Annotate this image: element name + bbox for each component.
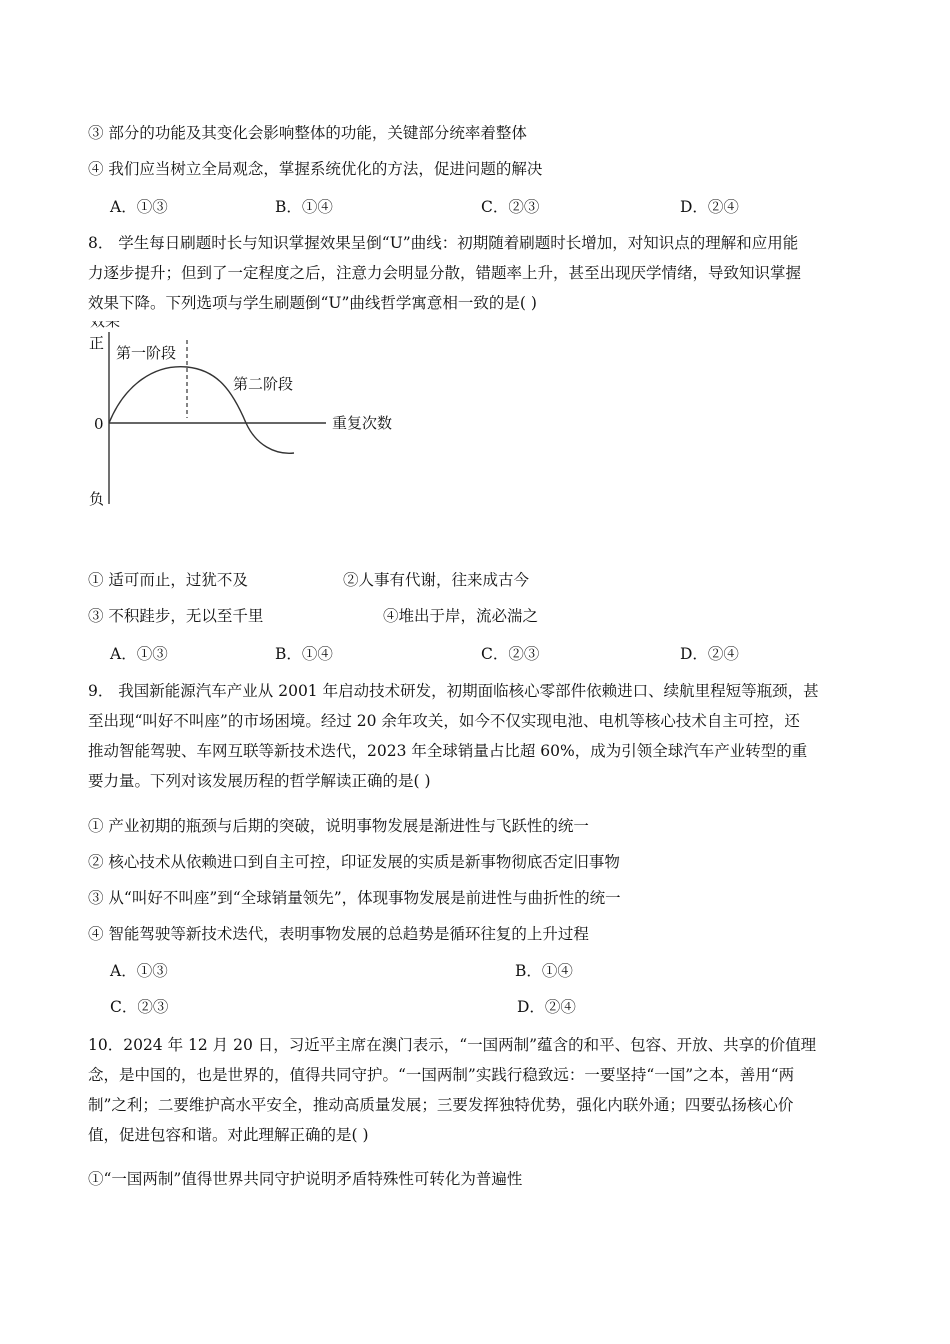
prev-option-c: C．②③ <box>481 198 540 216</box>
q9-item-2: ② 核心技术从依赖进口到自主可控，印证发展的实质是新事物彻底否定旧事物 <box>88 853 620 871</box>
q8-item-1: ① 适可而止，过犹不及 <box>88 571 248 589</box>
prev-item-3: ③ 部分的功能及其变化会影响整体的功能，关键部分统率着整体 <box>88 124 527 142</box>
y-axis-negative-label: 负 <box>89 490 105 508</box>
q8-item-2: ②人事有代谢，往来成古今 <box>343 571 530 589</box>
q8-figure <box>80 312 420 522</box>
q10-stem-line: 值，促进包容和谐。对此理解正确的是( ) <box>88 1126 369 1144</box>
q8-item-4: ④堆出于岸，流必湍之 <box>383 607 539 625</box>
q9-stem-line: 至出现“叫好不叫座”的市场困境。经过 20 余年攻关，如今不仅实现电池、电机等核心技术自主可控，还 <box>88 712 800 730</box>
prev-option-a: A．①③ <box>110 198 168 216</box>
q8-item-3: ③ 不积跬步，无以至千里 <box>88 607 264 625</box>
q8-stem-line: 效果下降。下列选项与学生刷题倒“U”曲线哲学寓意相一致的是( ) <box>88 294 537 312</box>
q10-item-1: ①“一国两制”值得世界共同守护说明矛盾特殊性可转化为普遍性 <box>88 1170 523 1188</box>
q9-option-a: A．①③ <box>110 962 168 980</box>
q9-item-1: ① 产业初期的瓶颈与后期的突破，说明事物发展是渐进性与飞跃性的统一 <box>88 817 589 835</box>
origin-label: 0 <box>94 415 104 433</box>
q9-item-3: ③ 从“叫好不叫座”到“全球销量领先”，体现事物发展是前进性与曲折性的统一 <box>88 889 621 907</box>
q9-item-4: ④ 智能驾驶等新技术迭代，表明事物发展的总趋势是循环往复的上升过程 <box>88 925 589 943</box>
prev-item-4: ④ 我们应当树立全局观念，掌握系统优化的方法，促进问题的解决 <box>88 160 543 178</box>
q9-option-c: C．②③ <box>110 998 169 1016</box>
prev-option-d: D．②④ <box>680 198 739 216</box>
q8-option-b: B．①④ <box>275 645 333 663</box>
q9-option-d: D．②④ <box>517 998 576 1016</box>
q9-stem-line: 要力量。下列对该发展历程的哲学解读正确的是( ) <box>88 772 431 790</box>
q10-stem-line: 10．2024 年 12 月 20 日，习近平主席在澳门表示，“一国两制”蕴含的和平、包容、开放、共享的价值理 <box>88 1036 817 1054</box>
prev-option-b: B．①④ <box>275 198 333 216</box>
x-axis-label: 重复次数 <box>332 414 393 432</box>
q8-stem-line: 力逐步提升；但到了一定程度之后，注意力会明显分散，错题率上升，甚至出现厌学情绪，导致知识掌握 <box>88 264 802 282</box>
q10-stem-line: 制”之利；二要维护高水平安全，推动高质量发展；三要发挥独特优势，强化内联外通；四要弘扬核心价 <box>88 1096 794 1114</box>
q10-stem <box>88 1030 866 1150</box>
q9-stem <box>88 676 866 796</box>
stage2-label: 第二阶段 <box>233 375 294 393</box>
q9-option-b: B．①④ <box>515 962 573 980</box>
stage1-label: 第一阶段 <box>116 344 177 362</box>
q8-option-c: C．②③ <box>481 645 540 663</box>
q8-stem <box>88 228 866 318</box>
q9-stem-line: 推动智能驾驶、车网互联等新技术迭代，2023 年全球销量占比超 60%，成为引领全球汽车产业转型的重 <box>88 742 808 760</box>
q10-stem-line: 念，是中国的，也是世界的，值得共同守护。“一国两制”实践行稳致远：一要坚持“一国”之本，善用“两 <box>88 1066 795 1084</box>
q8-option-d: D．②④ <box>680 645 739 663</box>
q9-stem-line: 9． 我国新能源汽车产业从 2001 年启动技术研发，初期面临核心零部件依赖进口、续航里程短等瓶颈，甚 <box>88 682 819 700</box>
y-axis-positive-label: 正 <box>89 334 105 352</box>
q8-stem-line: 8． 学生每日刷题时长与知识掌握效果呈倒“U”曲线：初期随着刷题时长增加，对知识点的理解和应用能 <box>88 234 799 252</box>
q8-option-a: A．①③ <box>110 645 168 663</box>
